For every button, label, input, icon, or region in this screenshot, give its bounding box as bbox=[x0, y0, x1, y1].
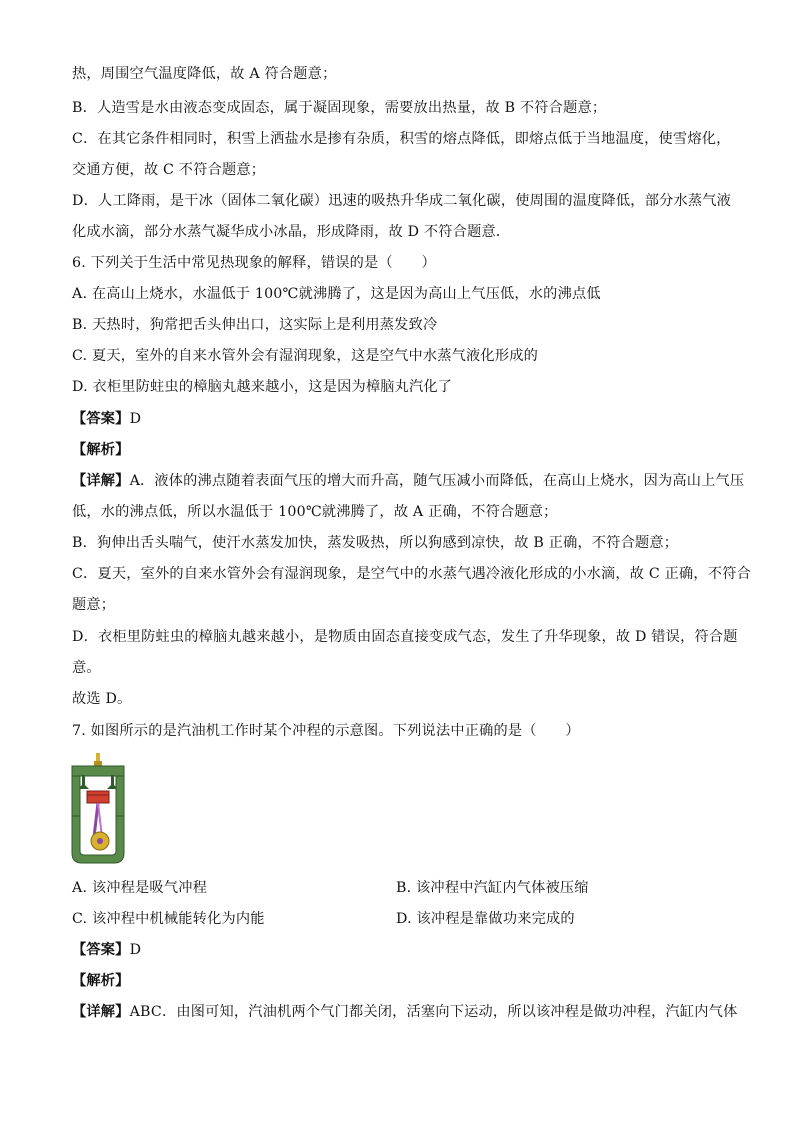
q5-option-c-explanation: C．在其它条件相同时，积雪上洒盐水是掺有杂质，积雪的熔点降低，即熔点低于当地温度，使雪熔化， bbox=[72, 131, 731, 147]
q7-option-d: D. 该冲程是靠做功来完成的 bbox=[396, 911, 575, 927]
q7-detail bbox=[72, 1002, 738, 1022]
q5-line: 热，周围空气温度降低，故 A 符合题意； bbox=[72, 66, 337, 82]
detail-a-text: A．液体的沸点随着表面气压的增大而升高，随气压减小而降低，在高山上烧水，因为高山上气压 bbox=[129, 473, 745, 489]
detail-tag: 【详解】 bbox=[72, 473, 130, 489]
engine-figure-icon bbox=[70, 753, 126, 865]
q7-stem: 7. 如图所示的是汽油机工作时某个冲程的示意图。下列说法中正确的是（ ） bbox=[72, 723, 580, 739]
answer-value: D bbox=[129, 411, 142, 427]
piston bbox=[87, 791, 109, 803]
detail-text: ABC．由图可知，汽油机两个气门都关闭，活塞向下运动，所以该冲程是做功冲程，汽缸内气体 bbox=[129, 1004, 738, 1020]
detail-tag: 【详解】 bbox=[72, 1004, 130, 1020]
q6-option-a: A. 在高山上烧水，水温低于 100℃就沸腾了，这是因为高山上气压低，水的沸点低 bbox=[72, 286, 601, 302]
gasoline-engine-diagram bbox=[70, 753, 126, 865]
q6-option-d: D. 衣柜里防蛀虫的樟脑丸越来越小，这是因为樟脑丸汽化了 bbox=[72, 379, 453, 395]
q7-option-c: C. 该冲程中机械能转化为内能 bbox=[72, 911, 265, 927]
answer-value: D bbox=[129, 942, 142, 958]
answer-tag: 【答案】 bbox=[72, 942, 130, 958]
q6-option-b: B. 天热时，狗常把舌头伸出口，这实际上是利用蒸发致冷 bbox=[72, 317, 438, 333]
q6-detail-c: C．夏天，室外的自来水管外会有湿润现象，是空气中的水蒸气遇冷液化形成的小水滴，故 C 正确，不符合 bbox=[72, 566, 751, 582]
q5-option-c-explanation-cont: 交通方便，故 C 不符合题意； bbox=[72, 162, 266, 178]
q6-detail-c-cont: 题意； bbox=[72, 597, 116, 613]
q7-option-b: B. 该冲程中汽缸内气体被压缩 bbox=[396, 880, 589, 896]
q6-detail-b: B．狗伸出舌头喘气，使汗水蒸发加快，蒸发吸热，所以狗感到凉快，故 B 正确，不符合题意； bbox=[72, 535, 679, 551]
q6-answer bbox=[72, 409, 727, 429]
q5-option-b-explanation: B．人造雪是水由液态变成固态，属于凝固现象，需要放出热量，故 B 不符合题意； bbox=[72, 100, 607, 116]
spark-plug-base bbox=[94, 761, 102, 766]
q6-detail-a-cont: 低，水的沸点低，所以水温低于 100℃就沸腾了，故 A 正确，不符合题意； bbox=[72, 504, 558, 520]
q5-option-d-explanation-cont: 化成水滴，部分水蒸气凝华成小冰晶，形成降雨，故 D 不符合题意． bbox=[72, 224, 511, 240]
analysis-tag: 【解析】 bbox=[72, 973, 130, 989]
q6-option-c: C. 夏天，室外的自来水管外会有湿润现象，这是空气中水蒸气液化形成的 bbox=[72, 348, 538, 364]
cylinder-head bbox=[72, 766, 124, 776]
q6-detail-d-cont: 意。 bbox=[72, 660, 101, 676]
q7-answer bbox=[72, 940, 727, 960]
q6-conclusion: 故选 D。 bbox=[72, 691, 132, 707]
answer-tag: 【答案】 bbox=[72, 411, 130, 427]
q6-detail-a bbox=[72, 471, 745, 491]
q7-option-a: A. 该冲程是吸气冲程 bbox=[72, 880, 207, 896]
q7-analysis-tag bbox=[72, 971, 727, 991]
q6-analysis-tag bbox=[72, 440, 727, 460]
analysis-tag: 【解析】 bbox=[72, 442, 130, 458]
q6-detail-d: D．衣柜里防蛀虫的樟脑丸越来越小，是物质由固态直接变成气态，发生了升华现象，故 D 错误，符合题 bbox=[72, 629, 738, 645]
q6-stem: 6. 下列关于生活中常见热现象的解释，错误的是（ ） bbox=[72, 255, 436, 271]
q5-option-d-explanation: D．人工降雨，是干冰（固体二氧化碳）迅速的吸热升华成二氧化碳，使周围的温度降低，部分水蒸气液 bbox=[72, 193, 732, 209]
